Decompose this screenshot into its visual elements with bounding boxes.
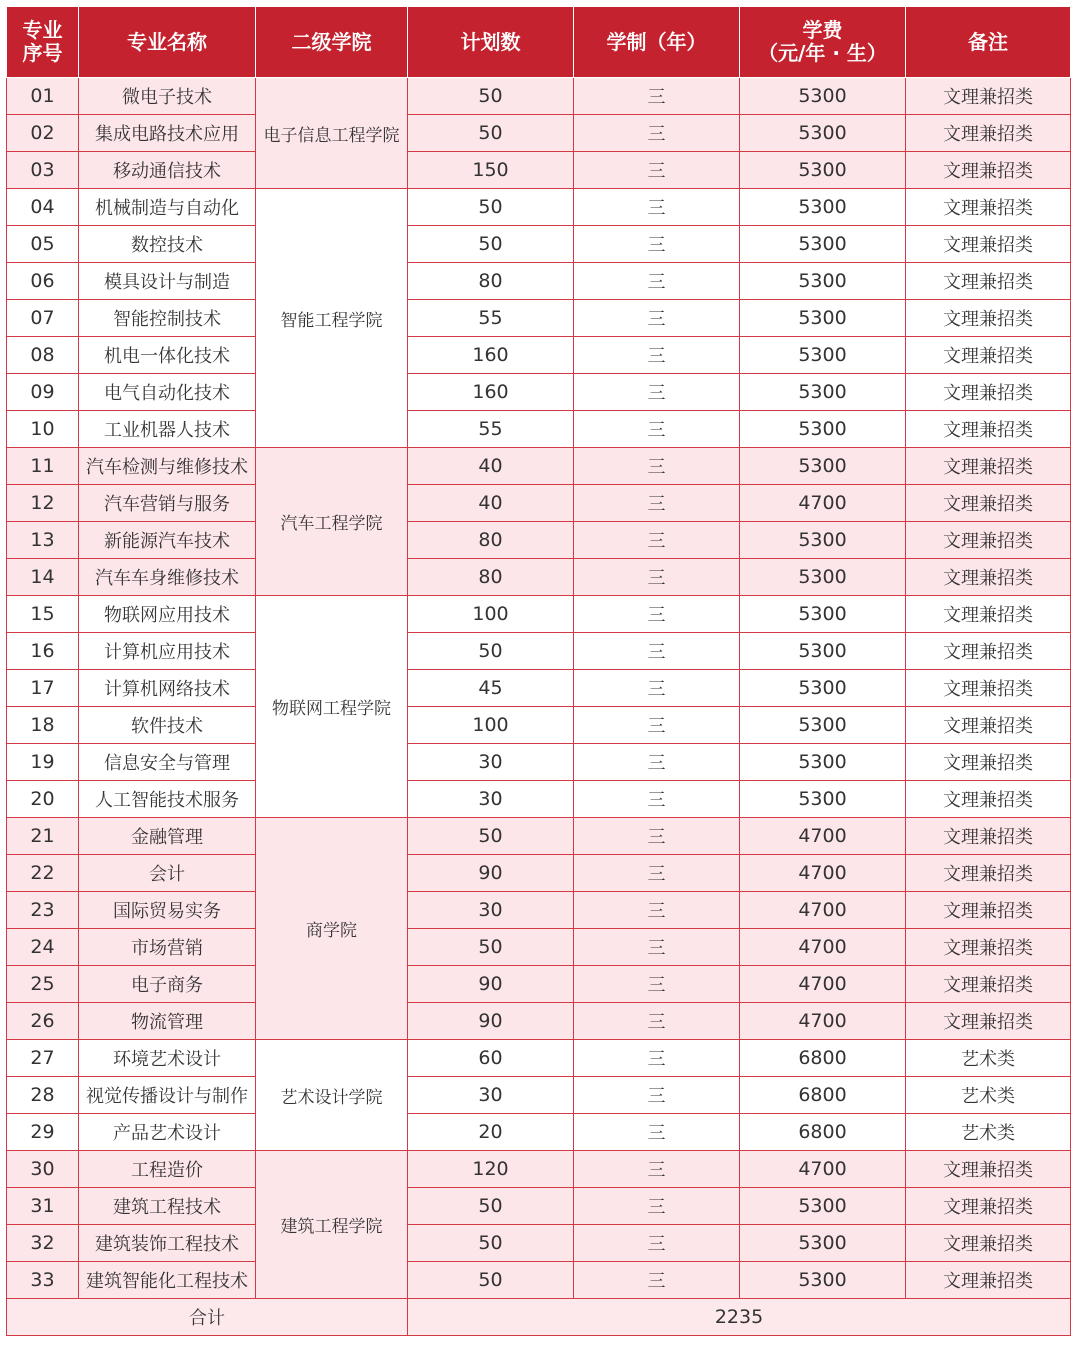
- cell-seq: 06: [7, 263, 79, 300]
- cell-note: 文理兼招类: [906, 522, 1071, 559]
- cell-seq: 07: [7, 300, 79, 337]
- cell-fee: 5300: [740, 707, 906, 744]
- cell-college: 汽车工程学院: [256, 448, 408, 596]
- header-seq-line1: 专业: [22, 18, 63, 42]
- cell-note: 文理兼招类: [906, 374, 1071, 411]
- cell-major-name: 金融管理: [79, 818, 256, 855]
- cell-years: 三: [574, 1040, 740, 1077]
- cell-note: 文理兼招类: [906, 633, 1071, 670]
- cell-years: 三: [574, 411, 740, 448]
- cell-major-name: 计算机网络技术: [79, 670, 256, 707]
- table-row: [7, 929, 1071, 966]
- cell-seq: 31: [7, 1188, 79, 1225]
- table-row: [7, 115, 1071, 152]
- cell-plan: 50: [408, 1262, 574, 1299]
- cell-college: 物联网工程学院: [256, 596, 408, 818]
- cell-major-name: 物联网应用技术: [79, 596, 256, 633]
- cell-major-name: 信息安全与管理: [79, 744, 256, 781]
- table-body: [7, 78, 1071, 1336]
- cell-fee: 5300: [740, 411, 906, 448]
- header-fee-line1: 学费: [802, 18, 843, 42]
- cell-fee: 5300: [740, 374, 906, 411]
- cell-plan: 80: [408, 522, 574, 559]
- cell-note: 艺术类: [906, 1040, 1071, 1077]
- cell-major-name: 汽车车身维修技术: [79, 559, 256, 596]
- cell-note: 文理兼招类: [906, 1262, 1071, 1299]
- total-label: 合计: [7, 1299, 408, 1336]
- cell-years: 三: [574, 1003, 740, 1040]
- cell-fee: 5300: [740, 633, 906, 670]
- cell-note: 文理兼招类: [906, 300, 1071, 337]
- cell-seq: 17: [7, 670, 79, 707]
- cell-plan: 50: [408, 1188, 574, 1225]
- cell-years: 三: [574, 485, 740, 522]
- cell-seq: 21: [7, 818, 79, 855]
- cell-fee: 4700: [740, 855, 906, 892]
- cell-fee: 6800: [740, 1077, 906, 1114]
- table-row: [7, 1225, 1071, 1262]
- cell-years: 三: [574, 1077, 740, 1114]
- cell-years: 三: [574, 892, 740, 929]
- cell-years: 三: [574, 337, 740, 374]
- cell-major-name: 市场营销: [79, 929, 256, 966]
- cell-note: 文理兼招类: [906, 226, 1071, 263]
- cell-major-name: 微电子技术: [79, 78, 256, 115]
- cell-fee: 4700: [740, 929, 906, 966]
- table-row: [7, 485, 1071, 522]
- cell-plan: 20: [408, 1114, 574, 1151]
- cell-note: 文理兼招类: [906, 929, 1071, 966]
- cell-major-name: 国际贸易实务: [79, 892, 256, 929]
- total-row: [7, 1299, 1071, 1336]
- cell-seq: 27: [7, 1040, 79, 1077]
- cell-fee: 5300: [740, 226, 906, 263]
- header-plan: 计划数: [408, 7, 574, 78]
- cell-fee: 5300: [740, 448, 906, 485]
- table-row: [7, 1040, 1071, 1077]
- cell-note: 文理兼招类: [906, 596, 1071, 633]
- cell-plan: 80: [408, 263, 574, 300]
- cell-plan: 120: [408, 1151, 574, 1188]
- cell-major-name: 计算机应用技术: [79, 633, 256, 670]
- header-years: 学制（年）: [574, 7, 740, 78]
- table-row: [7, 855, 1071, 892]
- table-row: [7, 189, 1071, 226]
- cell-note: 文理兼招类: [906, 448, 1071, 485]
- cell-years: 三: [574, 1188, 740, 1225]
- header-note: 备注: [906, 7, 1071, 78]
- table-row: [7, 633, 1071, 670]
- cell-seq: 20: [7, 781, 79, 818]
- cell-plan: 90: [408, 966, 574, 1003]
- cell-years: 三: [574, 374, 740, 411]
- cell-years: 三: [574, 670, 740, 707]
- cell-fee: 6800: [740, 1040, 906, 1077]
- cell-major-name: 建筑装饰工程技术: [79, 1225, 256, 1262]
- cell-note: 文理兼招类: [906, 337, 1071, 374]
- cell-seq: 26: [7, 1003, 79, 1040]
- table-row: [7, 1077, 1071, 1114]
- cell-major-name: 移动通信技术: [79, 152, 256, 189]
- table-row: [7, 448, 1071, 485]
- cell-seq: 30: [7, 1151, 79, 1188]
- cell-years: 三: [574, 744, 740, 781]
- header-major: 专业名称: [79, 7, 256, 78]
- table-row: [7, 1114, 1071, 1151]
- enrollment-table-container: [6, 6, 1070, 1336]
- cell-note: 艺术类: [906, 1077, 1071, 1114]
- cell-fee: 6800: [740, 1114, 906, 1151]
- cell-note: 文理兼招类: [906, 78, 1071, 115]
- cell-note: 文理兼招类: [906, 485, 1071, 522]
- cell-note: 文理兼招类: [906, 966, 1071, 1003]
- cell-seq: 32: [7, 1225, 79, 1262]
- cell-fee: 5300: [740, 596, 906, 633]
- cell-plan: 100: [408, 596, 574, 633]
- cell-plan: 45: [408, 670, 574, 707]
- table-row: [7, 1262, 1071, 1299]
- cell-seq: 04: [7, 189, 79, 226]
- cell-plan: 90: [408, 1003, 574, 1040]
- cell-seq: 23: [7, 892, 79, 929]
- cell-major-name: 会计: [79, 855, 256, 892]
- cell-note: 文理兼招类: [906, 1188, 1071, 1225]
- cell-major-name: 集成电路技术应用: [79, 115, 256, 152]
- cell-fee: 5300: [740, 337, 906, 374]
- cell-major-name: 数控技术: [79, 226, 256, 263]
- cell-major-name: 工程造价: [79, 1151, 256, 1188]
- cell-major-name: 人工智能技术服务: [79, 781, 256, 818]
- cell-note: 文理兼招类: [906, 1151, 1071, 1188]
- cell-note: 文理兼招类: [906, 263, 1071, 300]
- cell-years: 三: [574, 152, 740, 189]
- cell-plan: 60: [408, 1040, 574, 1077]
- cell-seq: 22: [7, 855, 79, 892]
- header-college: 二级学院: [256, 7, 408, 78]
- table-row: [7, 1003, 1071, 1040]
- cell-seq: 09: [7, 374, 79, 411]
- cell-seq: 10: [7, 411, 79, 448]
- cell-college: 艺术设计学院: [256, 1040, 408, 1151]
- table-row: [7, 411, 1071, 448]
- cell-plan: 160: [408, 374, 574, 411]
- cell-seq: 05: [7, 226, 79, 263]
- cell-fee: 5300: [740, 152, 906, 189]
- cell-fee: 5300: [740, 78, 906, 115]
- table-row: [7, 707, 1071, 744]
- cell-note: 文理兼招类: [906, 892, 1071, 929]
- cell-seq: 16: [7, 633, 79, 670]
- cell-fee: 4700: [740, 892, 906, 929]
- cell-years: 三: [574, 263, 740, 300]
- table-row: [7, 818, 1071, 855]
- cell-seq: 28: [7, 1077, 79, 1114]
- cell-years: 三: [574, 189, 740, 226]
- cell-plan: 50: [408, 226, 574, 263]
- cell-years: 三: [574, 559, 740, 596]
- table-row: [7, 522, 1071, 559]
- cell-plan: 50: [408, 818, 574, 855]
- cell-plan: 50: [408, 1225, 574, 1262]
- cell-years: 三: [574, 633, 740, 670]
- header-fee: [740, 7, 906, 78]
- cell-fee: 4700: [740, 966, 906, 1003]
- cell-fee: 5300: [740, 670, 906, 707]
- cell-major-name: 物流管理: [79, 1003, 256, 1040]
- cell-fee: 5300: [740, 263, 906, 300]
- cell-plan: 160: [408, 337, 574, 374]
- enrollment-plan-table: [6, 6, 1071, 1336]
- cell-note: 文理兼招类: [906, 781, 1071, 818]
- cell-major-name: 模具设计与制造: [79, 263, 256, 300]
- table-row: [7, 152, 1071, 189]
- cell-plan: 55: [408, 411, 574, 448]
- cell-fee: 5300: [740, 189, 906, 226]
- table-row: [7, 78, 1071, 115]
- cell-fee: 5300: [740, 559, 906, 596]
- cell-plan: 30: [408, 892, 574, 929]
- table-row: [7, 263, 1071, 300]
- cell-years: 三: [574, 707, 740, 744]
- cell-years: 三: [574, 1114, 740, 1151]
- cell-major-name: 建筑智能化工程技术: [79, 1262, 256, 1299]
- cell-seq: 19: [7, 744, 79, 781]
- cell-major-name: 机电一体化技术: [79, 337, 256, 374]
- cell-years: 三: [574, 1225, 740, 1262]
- table-row: [7, 559, 1071, 596]
- cell-years: 三: [574, 929, 740, 966]
- cell-plan: 40: [408, 448, 574, 485]
- cell-years: 三: [574, 855, 740, 892]
- cell-note: 文理兼招类: [906, 115, 1071, 152]
- cell-years: 三: [574, 596, 740, 633]
- table-header-row: [7, 7, 1071, 78]
- cell-years: 三: [574, 300, 740, 337]
- cell-college: 建筑工程学院: [256, 1151, 408, 1299]
- cell-plan: 150: [408, 152, 574, 189]
- total-value: 2235: [408, 1299, 1071, 1336]
- cell-note: 文理兼招类: [906, 744, 1071, 781]
- cell-major-name: 视觉传播设计与制作: [79, 1077, 256, 1114]
- cell-major-name: 建筑工程技术: [79, 1188, 256, 1225]
- cell-fee: 4700: [740, 485, 906, 522]
- cell-years: 三: [574, 966, 740, 1003]
- cell-note: 文理兼招类: [906, 818, 1071, 855]
- table-row: [7, 744, 1071, 781]
- cell-years: 三: [574, 818, 740, 855]
- cell-fee: 5300: [740, 744, 906, 781]
- cell-seq: 33: [7, 1262, 79, 1299]
- cell-fee: 5300: [740, 522, 906, 559]
- cell-fee: 5300: [740, 115, 906, 152]
- table-row: [7, 226, 1071, 263]
- cell-seq: 08: [7, 337, 79, 374]
- cell-plan: 30: [408, 781, 574, 818]
- cell-fee: 5300: [740, 1188, 906, 1225]
- cell-plan: 30: [408, 744, 574, 781]
- cell-note: 艺术类: [906, 1114, 1071, 1151]
- cell-years: 三: [574, 1262, 740, 1299]
- table-row: [7, 337, 1071, 374]
- cell-major-name: 工业机器人技术: [79, 411, 256, 448]
- table-row: [7, 781, 1071, 818]
- cell-plan: 50: [408, 189, 574, 226]
- cell-major-name: 电子商务: [79, 966, 256, 1003]
- cell-plan: 55: [408, 300, 574, 337]
- cell-major-name: 智能控制技术: [79, 300, 256, 337]
- cell-seq: 14: [7, 559, 79, 596]
- table-row: [7, 1188, 1071, 1225]
- cell-fee: 5300: [740, 300, 906, 337]
- cell-seq: 24: [7, 929, 79, 966]
- cell-major-name: 产品艺术设计: [79, 1114, 256, 1151]
- cell-major-name: 环境艺术设计: [79, 1040, 256, 1077]
- cell-note: 文理兼招类: [906, 670, 1071, 707]
- cell-years: 三: [574, 115, 740, 152]
- cell-plan: 50: [408, 78, 574, 115]
- cell-years: 三: [574, 448, 740, 485]
- table-row: [7, 596, 1071, 633]
- cell-major-name: 软件技术: [79, 707, 256, 744]
- table-row: [7, 300, 1071, 337]
- cell-seq: 18: [7, 707, 79, 744]
- cell-note: 文理兼招类: [906, 411, 1071, 448]
- cell-years: 三: [574, 78, 740, 115]
- header-seq-line2: 序号: [22, 41, 63, 65]
- cell-years: 三: [574, 226, 740, 263]
- cell-note: 文理兼招类: [906, 707, 1071, 744]
- cell-note: 文理兼招类: [906, 152, 1071, 189]
- cell-plan: 50: [408, 115, 574, 152]
- cell-fee: 5300: [740, 781, 906, 818]
- cell-fee: 5300: [740, 1225, 906, 1262]
- cell-note: 文理兼招类: [906, 855, 1071, 892]
- cell-plan: 50: [408, 633, 574, 670]
- cell-years: 三: [574, 522, 740, 559]
- cell-plan: 90: [408, 855, 574, 892]
- cell-fee: 5300: [740, 1262, 906, 1299]
- cell-college: 智能工程学院: [256, 189, 408, 448]
- cell-major-name: 新能源汽车技术: [79, 522, 256, 559]
- header-seq: [7, 7, 79, 78]
- cell-plan: 50: [408, 929, 574, 966]
- table-row: [7, 670, 1071, 707]
- cell-seq: 03: [7, 152, 79, 189]
- cell-years: 三: [574, 1151, 740, 1188]
- cell-major-name: 汽车营销与服务: [79, 485, 256, 522]
- cell-note: 文理兼招类: [906, 189, 1071, 226]
- cell-college: 商学院: [256, 818, 408, 1040]
- table-row: [7, 892, 1071, 929]
- cell-plan: 30: [408, 1077, 574, 1114]
- cell-note: 文理兼招类: [906, 1225, 1071, 1262]
- cell-major-name: 机械制造与自动化: [79, 189, 256, 226]
- cell-seq: 25: [7, 966, 79, 1003]
- cell-note: 文理兼招类: [906, 559, 1071, 596]
- table-row: [7, 374, 1071, 411]
- cell-years: 三: [574, 781, 740, 818]
- cell-college: 电子信息工程学院: [256, 78, 408, 189]
- cell-seq: 11: [7, 448, 79, 485]
- cell-plan: 40: [408, 485, 574, 522]
- cell-plan: 100: [408, 707, 574, 744]
- cell-note: 文理兼招类: [906, 1003, 1071, 1040]
- cell-fee: 4700: [740, 1151, 906, 1188]
- cell-seq: 13: [7, 522, 79, 559]
- cell-seq: 01: [7, 78, 79, 115]
- cell-major-name: 汽车检测与维修技术: [79, 448, 256, 485]
- cell-major-name: 电气自动化技术: [79, 374, 256, 411]
- cell-seq: 02: [7, 115, 79, 152]
- cell-fee: 4700: [740, 818, 906, 855]
- table-row: [7, 966, 1071, 1003]
- cell-plan: 80: [408, 559, 574, 596]
- header-fee-line2: （元/年 · 生）: [758, 41, 887, 65]
- cell-seq: 29: [7, 1114, 79, 1151]
- cell-seq: 15: [7, 596, 79, 633]
- cell-seq: 12: [7, 485, 79, 522]
- table-row: [7, 1151, 1071, 1188]
- cell-fee: 4700: [740, 1003, 906, 1040]
